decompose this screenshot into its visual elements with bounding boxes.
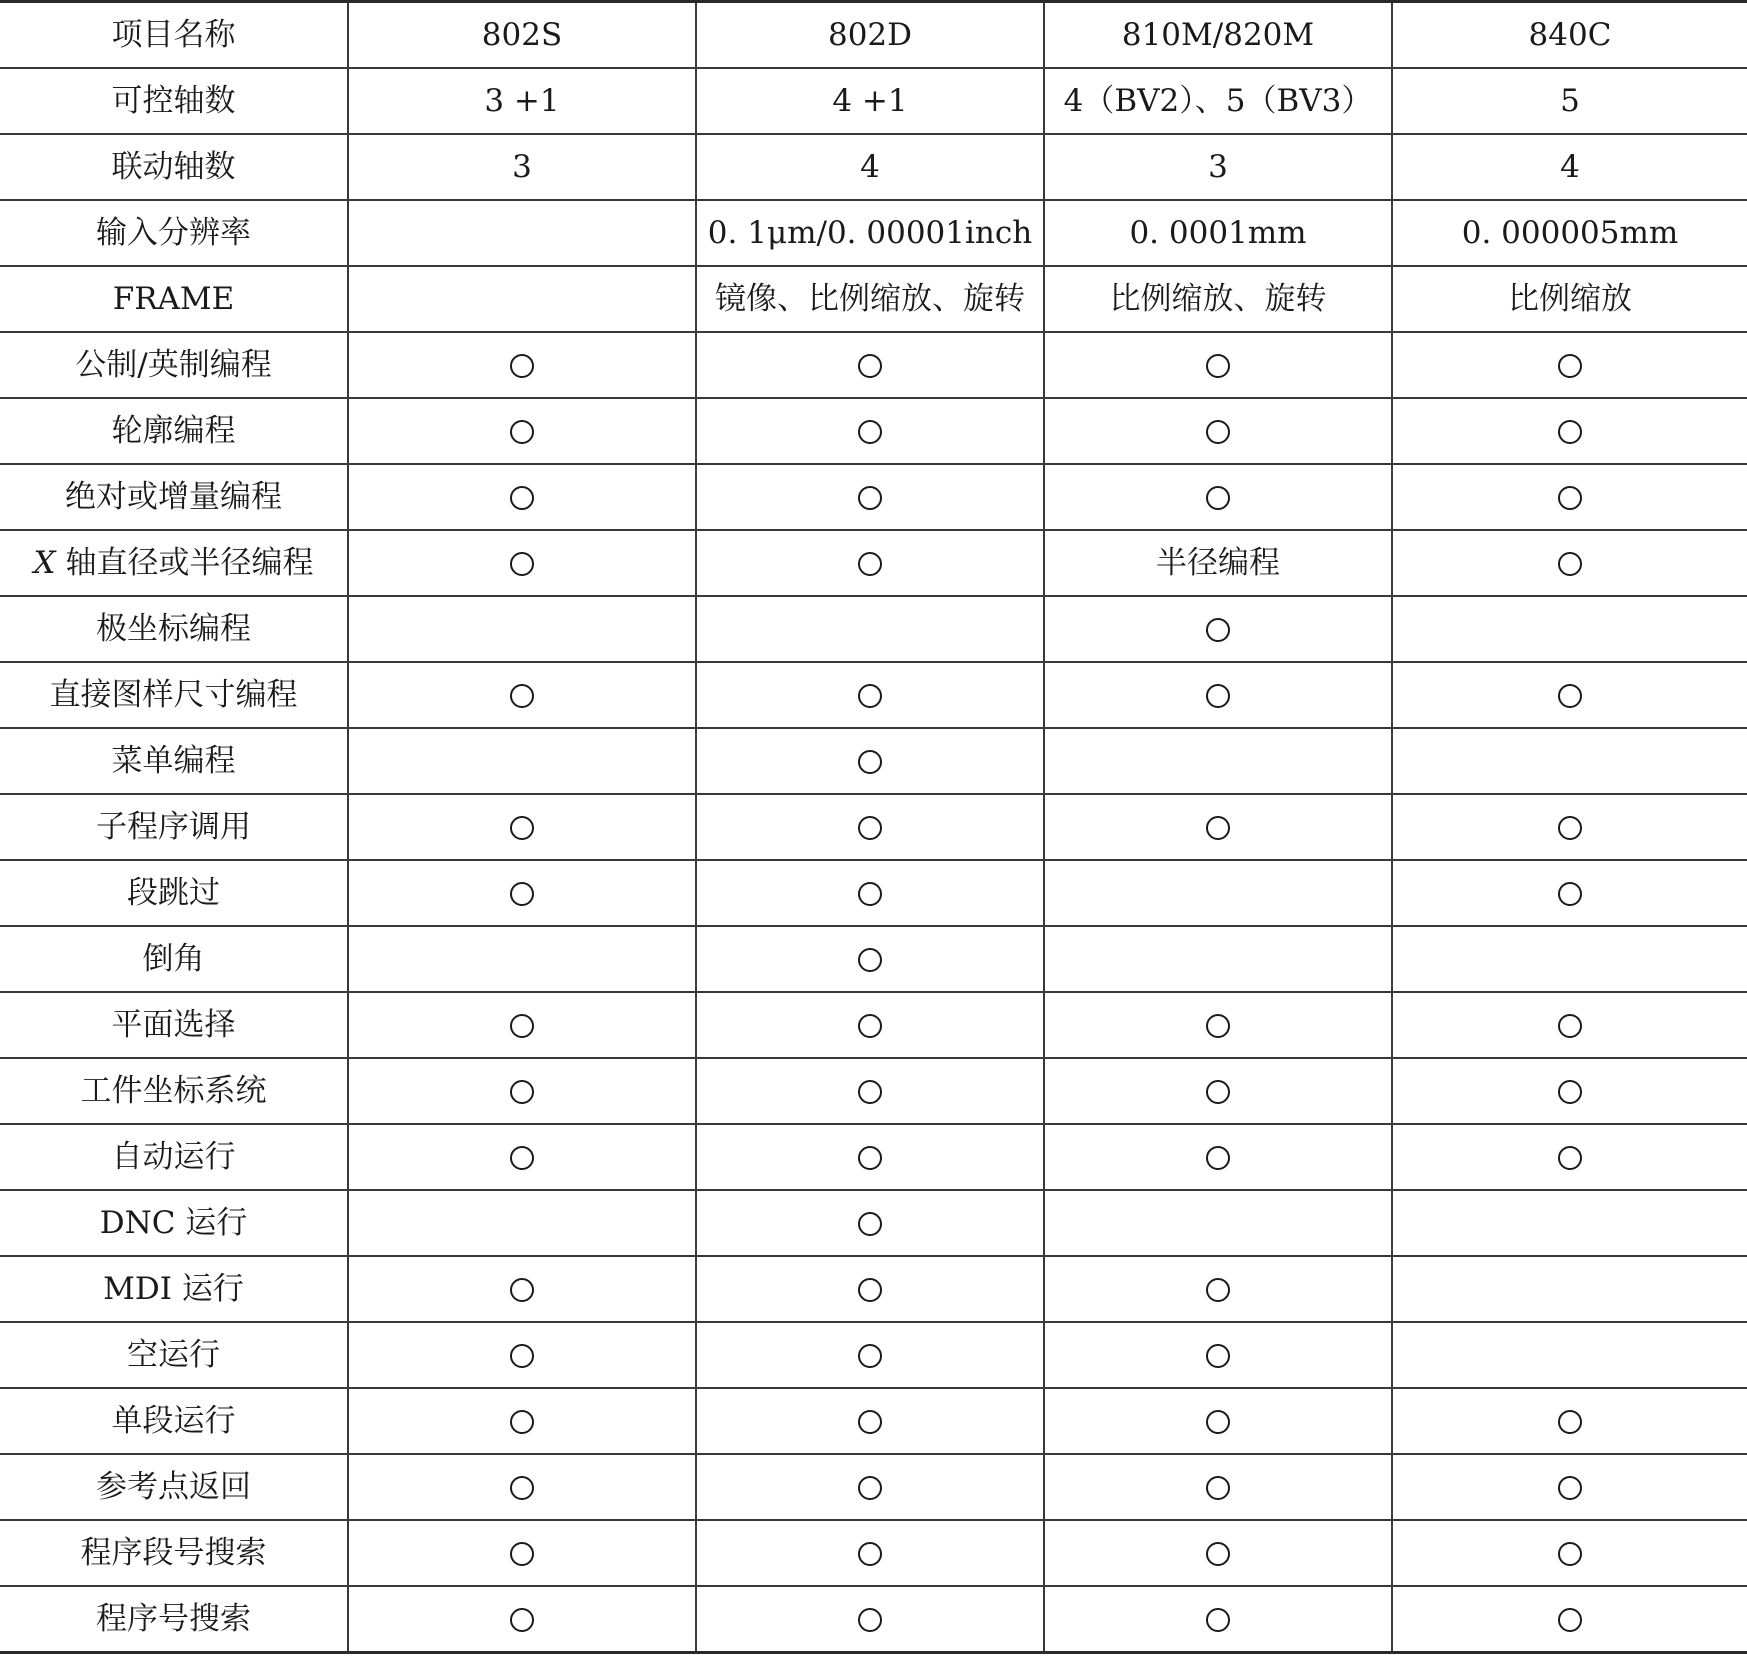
support-cell [696, 1520, 1044, 1586]
supported-circle-icon [1558, 354, 1582, 378]
support-cell [1044, 464, 1392, 530]
supported-circle-icon [510, 684, 534, 708]
table-row [0, 398, 1747, 464]
supported-circle-icon [1206, 1278, 1230, 1302]
support-cell [1392, 992, 1747, 1058]
header-model-1: 802S [348, 2, 696, 69]
support-cell [348, 1454, 696, 1520]
table-header-row [0, 2, 1747, 69]
value-cell: 0. 0001mm [1044, 200, 1392, 266]
supported-circle-icon [858, 1542, 882, 1566]
supported-circle-icon [858, 1476, 882, 1500]
support-cell [1392, 1586, 1747, 1653]
table-row [0, 1388, 1747, 1454]
row-label: 绝对或增量编程 [0, 464, 348, 530]
table-row [0, 794, 1747, 860]
value-cell: 镜像、比例缩放、旋转 [696, 266, 1044, 332]
support-cell [348, 398, 696, 464]
support-cell [348, 1124, 696, 1190]
supported-circle-icon [858, 1080, 882, 1104]
empty-cell [1392, 1190, 1747, 1256]
value-cell: 比例缩放、旋转 [1044, 266, 1392, 332]
supported-circle-icon [858, 486, 882, 510]
supported-circle-icon [510, 1146, 534, 1170]
empty-cell [1392, 926, 1747, 992]
value-cell: 5 [1392, 68, 1747, 134]
supported-circle-icon [858, 1146, 882, 1170]
support-cell [696, 398, 1044, 464]
support-cell [1044, 662, 1392, 728]
value-cell: 4 [696, 134, 1044, 200]
value-cell: 4 +1 [696, 68, 1044, 134]
supported-circle-icon [510, 1476, 534, 1500]
support-cell [1044, 596, 1392, 662]
supported-circle-icon [1558, 816, 1582, 840]
row-label: 自动运行 [0, 1124, 348, 1190]
supported-circle-icon [1558, 1608, 1582, 1632]
support-cell [1392, 332, 1747, 398]
supported-circle-icon [1558, 1080, 1582, 1104]
support-cell [348, 1586, 696, 1653]
supported-circle-icon [858, 1014, 882, 1038]
empty-cell [1392, 1322, 1747, 1388]
support-cell [696, 1388, 1044, 1454]
support-cell [696, 1322, 1044, 1388]
supported-circle-icon [510, 882, 534, 906]
support-cell [696, 662, 1044, 728]
table-row [0, 662, 1747, 728]
supported-circle-icon [1558, 486, 1582, 510]
empty-cell [1044, 860, 1392, 926]
support-cell [696, 464, 1044, 530]
support-cell [348, 992, 696, 1058]
header-model-2: 802D [696, 2, 1044, 69]
support-cell [1392, 1520, 1747, 1586]
table-row [0, 200, 1747, 266]
empty-cell [1392, 728, 1747, 794]
row-label [0, 530, 348, 596]
supported-circle-icon [1206, 1344, 1230, 1368]
row-label: 参考点返回 [0, 1454, 348, 1520]
supported-circle-icon [1558, 420, 1582, 444]
support-cell [348, 332, 696, 398]
header-model-3: 810M/820M [1044, 2, 1392, 69]
empty-cell [1044, 926, 1392, 992]
row-label: 直接图样尺寸编程 [0, 662, 348, 728]
supported-circle-icon [510, 1542, 534, 1566]
support-cell [348, 464, 696, 530]
supported-circle-icon [1206, 486, 1230, 510]
support-cell [348, 1520, 696, 1586]
supported-circle-icon [510, 486, 534, 510]
support-cell [348, 662, 696, 728]
supported-circle-icon [858, 354, 882, 378]
supported-circle-icon [858, 1344, 882, 1368]
support-cell [1044, 1124, 1392, 1190]
table-row [0, 134, 1747, 200]
axis-variable: X [33, 544, 56, 581]
support-cell [696, 1058, 1044, 1124]
support-cell [1044, 1520, 1392, 1586]
support-cell [696, 926, 1044, 992]
supported-circle-icon [858, 684, 882, 708]
support-cell [1044, 1058, 1392, 1124]
supported-circle-icon [1558, 1410, 1582, 1434]
support-cell [696, 332, 1044, 398]
support-cell [1044, 1256, 1392, 1322]
supported-circle-icon [858, 420, 882, 444]
supported-circle-icon [858, 1608, 882, 1632]
supported-circle-icon [510, 420, 534, 444]
supported-circle-icon [858, 816, 882, 840]
supported-circle-icon [510, 1080, 534, 1104]
row-label: 程序号搜索 [0, 1586, 348, 1653]
row-label: 工件坐标系统 [0, 1058, 348, 1124]
empty-cell [696, 596, 1044, 662]
support-cell [1044, 794, 1392, 860]
support-cell [348, 1388, 696, 1454]
support-cell [1392, 1388, 1747, 1454]
supported-circle-icon [510, 552, 534, 576]
supported-circle-icon [1558, 1146, 1582, 1170]
row-label: 可控轴数 [0, 68, 348, 134]
support-cell [1044, 992, 1392, 1058]
empty-cell [348, 596, 696, 662]
empty-cell [1392, 1256, 1747, 1322]
empty-cell [1044, 728, 1392, 794]
table-row [0, 464, 1747, 530]
supported-circle-icon [1558, 882, 1582, 906]
row-label: 平面选择 [0, 992, 348, 1058]
empty-cell [348, 266, 696, 332]
table-row [0, 266, 1747, 332]
row-label: 菜单编程 [0, 728, 348, 794]
support-cell [1044, 1586, 1392, 1653]
value-cell: 4（BV2）、5（BV3） [1044, 68, 1392, 134]
row-label: 单段运行 [0, 1388, 348, 1454]
supported-circle-icon [510, 1278, 534, 1302]
support-cell [696, 1256, 1044, 1322]
empty-cell [348, 926, 696, 992]
supported-circle-icon [1558, 552, 1582, 576]
row-label: 极坐标编程 [0, 596, 348, 662]
supported-circle-icon [858, 948, 882, 972]
support-cell [1392, 794, 1747, 860]
support-cell [1392, 1058, 1747, 1124]
row-label: 轮廓编程 [0, 398, 348, 464]
empty-cell [348, 200, 696, 266]
supported-circle-icon [510, 354, 534, 378]
supported-circle-icon [1206, 1146, 1230, 1170]
supported-circle-icon [510, 816, 534, 840]
value-cell: 3 [1044, 134, 1392, 200]
table-row [0, 1058, 1747, 1124]
supported-circle-icon [1558, 1476, 1582, 1500]
support-cell [1392, 398, 1747, 464]
row-label: 子程序调用 [0, 794, 348, 860]
empty-cell [1044, 1190, 1392, 1256]
table-row [0, 1256, 1747, 1322]
table-body [0, 2, 1747, 1653]
table-row [0, 1454, 1747, 1520]
supported-circle-icon [858, 750, 882, 774]
support-cell [348, 1322, 696, 1388]
support-cell [348, 860, 696, 926]
row-label: 输入分辨率 [0, 200, 348, 266]
support-cell [348, 1058, 696, 1124]
table-row [0, 728, 1747, 794]
support-cell [696, 860, 1044, 926]
support-cell [696, 530, 1044, 596]
supported-circle-icon [858, 1410, 882, 1434]
support-cell [696, 1190, 1044, 1256]
header-model-4: 840C [1392, 2, 1747, 69]
row-label: 联动轴数 [0, 134, 348, 200]
supported-circle-icon [1206, 1410, 1230, 1434]
supported-circle-icon [1206, 1608, 1230, 1632]
table-row [0, 992, 1747, 1058]
empty-cell [348, 1190, 696, 1256]
table-row [0, 596, 1747, 662]
support-cell [1392, 662, 1747, 728]
supported-circle-icon [1558, 1014, 1582, 1038]
supported-circle-icon [510, 1014, 534, 1038]
support-cell [348, 1256, 696, 1322]
supported-circle-icon [1206, 684, 1230, 708]
row-label: FRAME [0, 266, 348, 332]
support-cell [696, 1454, 1044, 1520]
supported-circle-icon [1558, 684, 1582, 708]
value-cell: 0. 000005mm [1392, 200, 1747, 266]
table-row [0, 1520, 1747, 1586]
supported-circle-icon [510, 1410, 534, 1434]
supported-circle-icon [1206, 420, 1230, 444]
row-label-text: 轴直径或半径编程 [55, 544, 314, 581]
support-cell [696, 794, 1044, 860]
supported-circle-icon [1206, 618, 1230, 642]
supported-circle-icon [1206, 1542, 1230, 1566]
support-cell [696, 992, 1044, 1058]
support-cell [696, 1586, 1044, 1653]
table-row [0, 1322, 1747, 1388]
supported-circle-icon [510, 1344, 534, 1368]
supported-circle-icon [1206, 816, 1230, 840]
support-cell [1392, 1124, 1747, 1190]
support-cell [1044, 1454, 1392, 1520]
support-cell [348, 794, 696, 860]
row-label: DNC 运行 [0, 1190, 348, 1256]
supported-circle-icon [1206, 1080, 1230, 1104]
supported-circle-icon [858, 552, 882, 576]
table-row [0, 1190, 1747, 1256]
row-label: 空运行 [0, 1322, 348, 1388]
value-cell: 0. 1μm/0. 00001inch [696, 200, 1044, 266]
support-cell [1044, 1388, 1392, 1454]
supported-circle-icon [510, 1608, 534, 1632]
supported-circle-icon [858, 882, 882, 906]
table-row [0, 926, 1747, 992]
support-cell [1392, 464, 1747, 530]
table-row [0, 332, 1747, 398]
value-cell: 半径编程 [1044, 530, 1392, 596]
header-item-name: 项目名称 [0, 2, 348, 69]
supported-circle-icon [858, 1212, 882, 1236]
table-row [0, 860, 1747, 926]
value-cell: 3 +1 [348, 68, 696, 134]
support-cell [1044, 398, 1392, 464]
supported-circle-icon [1206, 1476, 1230, 1500]
support-cell [1392, 860, 1747, 926]
empty-cell [1392, 596, 1747, 662]
support-cell [1392, 530, 1747, 596]
support-cell [1044, 332, 1392, 398]
value-cell: 4 [1392, 134, 1747, 200]
support-cell [696, 728, 1044, 794]
support-cell [348, 530, 696, 596]
row-label: 公制/英制编程 [0, 332, 348, 398]
supported-circle-icon [1206, 354, 1230, 378]
supported-circle-icon [858, 1278, 882, 1302]
value-cell: 比例缩放 [1392, 266, 1747, 332]
row-label: MDI 运行 [0, 1256, 348, 1322]
value-cell: 3 [348, 134, 696, 200]
row-label: 段跳过 [0, 860, 348, 926]
row-label: 程序段号搜索 [0, 1520, 348, 1586]
table-row [0, 68, 1747, 134]
row-label: 倒角 [0, 926, 348, 992]
support-cell [1044, 1322, 1392, 1388]
table-row [0, 530, 1747, 596]
supported-circle-icon [1206, 1014, 1230, 1038]
support-cell [696, 1124, 1044, 1190]
table-row [0, 1586, 1747, 1653]
support-cell [1392, 1454, 1747, 1520]
table-row [0, 1124, 1747, 1190]
supported-circle-icon [1558, 1542, 1582, 1566]
empty-cell [348, 728, 696, 794]
